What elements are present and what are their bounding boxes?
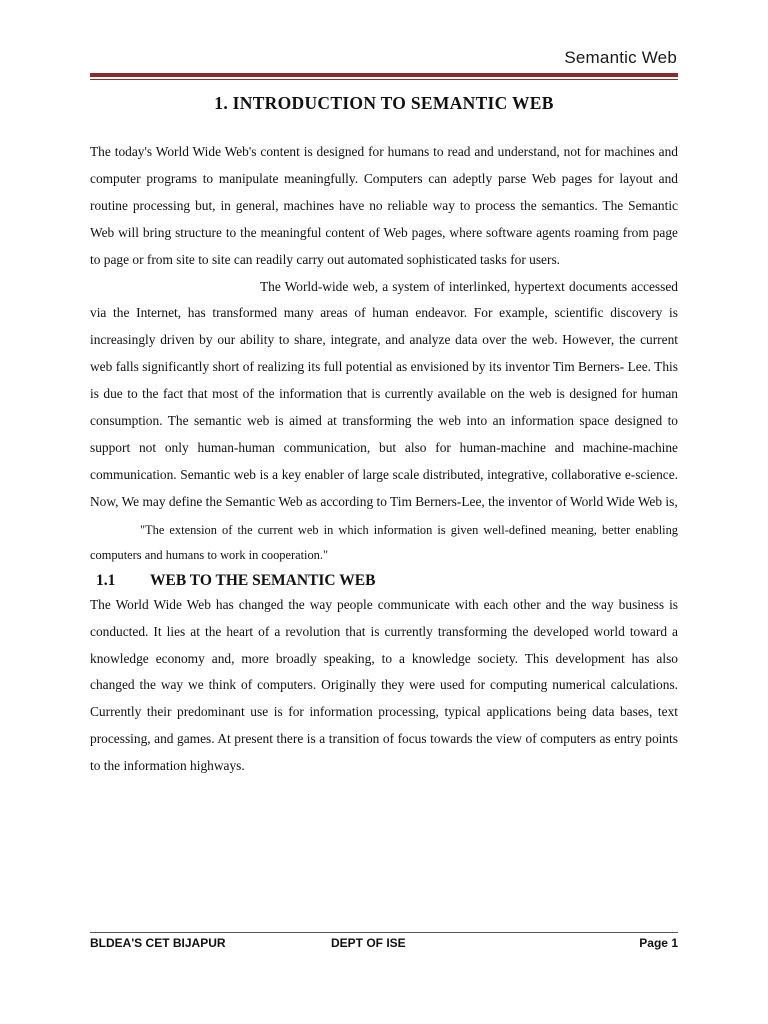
paragraph-web-to-semantic-web: The World Wide Web has changed the way people communicate with each other and the way business is conducted. It lies at the heart of a revolution that is currently transforming the developed world toward a knowledge economy and, more broadly speaking, to a knowledge society. This development has also changed the way we think of computers. Originally they were used for computing numerical calculations. Currently their predominant use is for information processing, typical applications being data bases, text processing, and games. At present there is a transition of focus towards the view of computers as entry points to the information highways. [90, 596, 678, 774]
definition-quote: "The extension of the current web in which information is given well-defined meaning, better enabling computers and humans to work in cooperation." [90, 522, 678, 562]
document-body [90, 139, 678, 780]
footer-institution: BLDEA'S CET BIJAPUR [90, 936, 226, 950]
paragraph-intro: The today's World Wide Web's content is designed for humans to read and understand, not for machines and computer programs to manipulate meaningfully. Computers can adeptly parse Web pages for layout and routine processing but, in general, machines have no reliable way to process the semantics. The Semantic Web will bring structure to the meaningful content of Web pages, where software agents roaming from page to page or from site to site can readily carry out automated sophisticated tasks for users. [90, 144, 678, 267]
page-footer [90, 936, 678, 956]
section-title: WEB TO THE SEMANTIC WEB [150, 571, 376, 589]
section-number: 1.1 [96, 571, 116, 589]
header-rule-thin [90, 79, 678, 80]
header-rule-thick [90, 73, 678, 77]
footer-page-number: Page 1 [639, 936, 678, 950]
footer-department: DEPT OF ISE [331, 936, 406, 950]
section-heading [90, 570, 678, 592]
chapter-title: 1. INTRODUCTION TO SEMANTIC WEB [214, 93, 554, 113]
paragraph-world-wide-web: The World-wide web, a system of interlinked, hypertext documents accessed via the Internet, has transformed many areas of human endeavor. For example, scientific discovery is increasingly driven by our ability to share, integrate, and analyze data over the web. However, the current web falls significantly short of realizing its full potential as envisioned by its inventor Tim Berners- Lee. This is due to the fact that most of the information that is currently available on the web is designed for human consumption. The semantic web is aimed at transforming the web into an information space designed to support not only human-human communication, but also for human-machine and machine-machine communication. Semantic web is a key enabler of large scale distributed, integrative, collaborative e-science. Now, We may define the Semantic Web as according to Tim Berners-Lee, the inventor of World Wide Web is, [90, 278, 678, 509]
page-header-title: Semantic Web [564, 48, 677, 67]
footer-rule [90, 932, 678, 933]
